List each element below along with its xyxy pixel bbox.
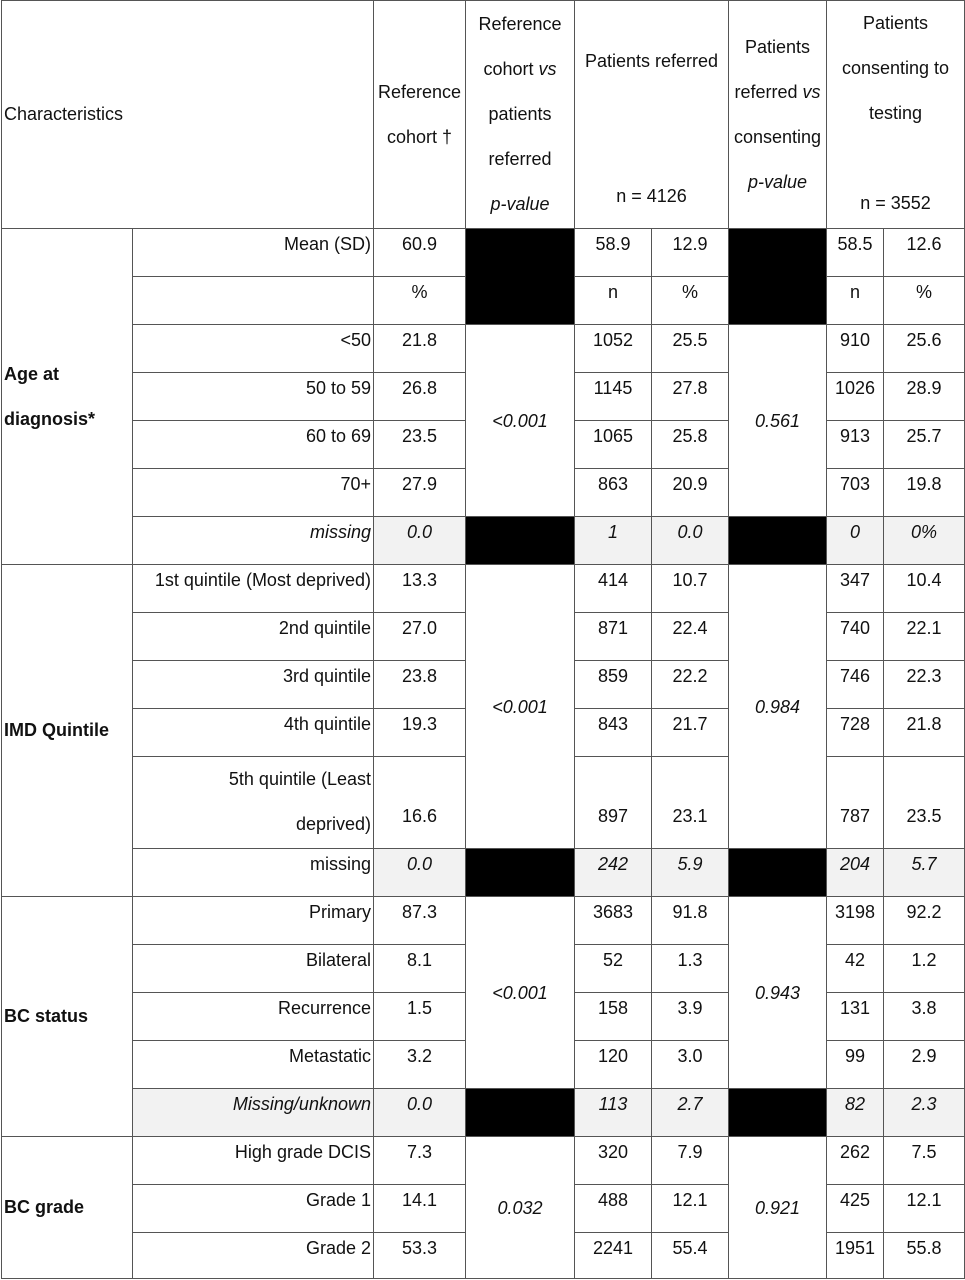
header-row xyxy=(2,1,965,229)
table-row: missing 0.0 1 0.0 0 0% xyxy=(2,517,965,565)
header-ref-vs-referred: Reference cohort vs patients referred p-value xyxy=(466,1,575,229)
table-row: <50 21.8 <0.001 1052 25.5 0.561 910 25.6 xyxy=(2,325,965,373)
header-referred-vs-consenting: Patients referred vs consenting p-value xyxy=(729,1,827,229)
p-value: 0.943 xyxy=(729,897,827,1089)
header-patients-consenting: Patients consenting to testing n = 3552 xyxy=(827,1,965,229)
table-row: 2nd quintile 27.0 871 22.4 740 22.1 xyxy=(2,613,965,661)
cohort-vs-line: cohort vs xyxy=(483,59,557,79)
table-row: 70+ 27.9 863 20.9 703 19.8 xyxy=(2,469,965,517)
header-characteristics: Characteristics xyxy=(2,1,374,229)
table-row: BC grade High grade DCIS 7.3 0.032 320 7.9 0.921 262 7.5 xyxy=(2,1137,965,1185)
table-row: 5th quintile (Least deprived) 16.6 897 23.1 787 23.5 xyxy=(2,757,965,849)
table-row: Bilateral 8.1 52 1.3 42 1.2 xyxy=(2,945,965,993)
group-imd: IMD Quintile xyxy=(2,565,133,897)
table-row: 3rd quintile 23.8 859 22.2 746 22.3 xyxy=(2,661,965,709)
header-patients-referred: Patients referred n = 4126 xyxy=(575,1,729,229)
table-row: BC status Primary 87.3 <0.001 3683 91.8 0.943 3198 92.2 xyxy=(2,897,965,945)
p-value: 0.921 xyxy=(729,1137,827,1279)
table-row: 50 to 59 26.8 1145 27.8 1026 28.9 xyxy=(2,373,965,421)
table-row: Grade 2 53.3 2241 55.4 1951 55.8 xyxy=(2,1233,965,1279)
p-value: <0.001 xyxy=(466,565,575,849)
header-reference-cohort: Reference cohort † xyxy=(374,1,466,229)
p-value: 0.032 xyxy=(466,1137,575,1279)
group-bc-grade: BC grade xyxy=(2,1137,133,1279)
group-bc-status: BC status xyxy=(2,897,133,1137)
characteristics-table xyxy=(1,0,965,1279)
p-value: <0.001 xyxy=(466,897,575,1089)
group-age: Age at diagnosis* xyxy=(2,229,133,565)
p-value: 0.561 xyxy=(729,325,827,517)
table-row: 60 to 69 23.5 1065 25.8 913 25.7 xyxy=(2,421,965,469)
p-value: 0.984 xyxy=(729,565,827,849)
table-row: Metastatic 3.2 120 3.0 99 2.9 xyxy=(2,1041,965,1089)
table-row: % n % n % xyxy=(2,277,965,325)
row-label: Mean (SD) xyxy=(133,229,374,277)
table-row: 4th quintile 19.3 843 21.7 728 21.8 xyxy=(2,709,965,757)
table-row: Grade 1 14.1 488 12.1 425 12.1 xyxy=(2,1185,965,1233)
p-value: <0.001 xyxy=(466,325,575,517)
table-row: IMD Quintile 1st quintile (Most deprived) 13.3 <0.001 414 10.7 0.984 347 10.4 xyxy=(2,565,965,613)
table-row: missing 0.0 242 5.9 204 5.7 xyxy=(2,849,965,897)
table-row: Age at diagnosis* Mean (SD) 60.9 58.9 12.9 58.5 12.6 xyxy=(2,229,965,277)
table-row: Recurrence 1.5 158 3.9 131 3.8 xyxy=(2,993,965,1041)
table-row: Missing/unknown 0.0 113 2.7 82 2.3 xyxy=(2,1089,965,1137)
